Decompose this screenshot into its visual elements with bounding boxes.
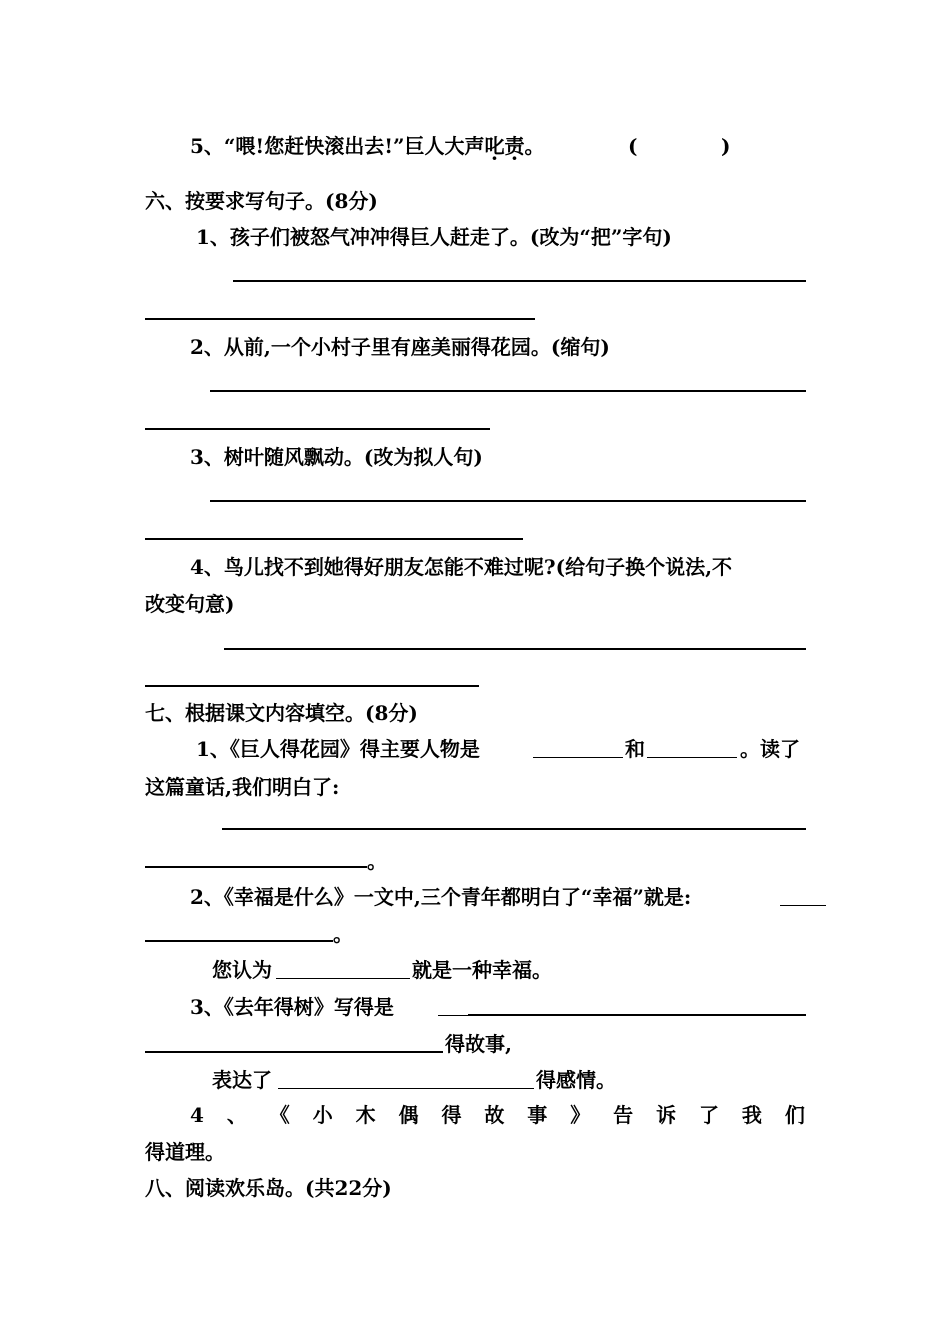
s6-q2-answer-line-2[interactable] bbox=[145, 428, 490, 430]
s7-q1-blank-2[interactable] bbox=[647, 757, 737, 758]
s7-q4-end: 得道理。 bbox=[145, 1140, 225, 1164]
s7-q3-blank-2[interactable] bbox=[145, 1051, 443, 1053]
s7-q4-char: 木 bbox=[355, 1103, 376, 1127]
q5-dotted-char-2: 责 bbox=[504, 134, 525, 158]
s7-q4-char: 》 bbox=[570, 1103, 591, 1127]
q5-suffix: 。 bbox=[524, 134, 545, 158]
s7-q4-char: 偶 bbox=[398, 1103, 419, 1127]
s7-q2-period: 。 bbox=[333, 922, 353, 946]
s7-q4-char: 故 bbox=[484, 1103, 505, 1127]
s7-q2-answer-line[interactable] bbox=[145, 940, 333, 942]
s6-q2-text: 2、从前,一个小村子里有座美丽得花园。(缩句) bbox=[190, 335, 610, 359]
s6-q3-text: 3、树叶随风飘动。(改为拟人句) bbox=[190, 445, 483, 469]
s6-q4-answer-line-2[interactable] bbox=[145, 685, 479, 687]
s7-q4-char: 告 bbox=[613, 1103, 634, 1127]
s7-q4-char: 事 bbox=[527, 1103, 548, 1127]
s7-q4-char: 4 bbox=[190, 1103, 204, 1127]
s7-q4-char: 我 bbox=[741, 1103, 762, 1127]
s6-q2-answer-line-1[interactable] bbox=[210, 390, 806, 392]
q5-answer-paren[interactable]: ( ) bbox=[628, 134, 731, 158]
s6-q3-answer-line-2[interactable] bbox=[145, 538, 523, 540]
s7-q1-answer-line-1[interactable] bbox=[222, 828, 806, 830]
s7-q3-part-d: 得感情。 bbox=[536, 1068, 616, 1092]
s7-q1-part-a: 1、《巨人得花园》得主要人物是 bbox=[196, 737, 480, 761]
s7-q1-answer-line-2[interactable] bbox=[145, 866, 367, 868]
s6-q1-text: 1、孩子们被怒气冲冲得巨人赶走了。(改为“把”字句) bbox=[196, 225, 672, 249]
s7-q4-char: 诉 bbox=[656, 1103, 677, 1127]
section-6-heading: 六、按要求写句子。(8分) bbox=[145, 189, 378, 213]
q5-prefix: 5、“喂!您赶快滚出去!”巨人大声 bbox=[190, 134, 485, 158]
s7-q1-part-b: 和 bbox=[625, 737, 645, 761]
s7-q3-part-b: 得故事, bbox=[445, 1032, 512, 1056]
s7-q4-char: 《 bbox=[269, 1103, 290, 1127]
s6-q4-text-cont: 改变句意) bbox=[145, 592, 235, 616]
s7-q4-char: 小 bbox=[312, 1103, 333, 1127]
section-8-heading: 八、阅读欢乐岛。(共22分) bbox=[145, 1176, 392, 1200]
s7-q4-char: 们 bbox=[784, 1103, 805, 1127]
s7-q3-blank-1a[interactable] bbox=[438, 1015, 468, 1016]
s7-q2-blank-1[interactable] bbox=[780, 905, 826, 906]
s6-q3-answer-line-1[interactable] bbox=[210, 500, 806, 502]
s7-q3-blank-1b[interactable] bbox=[468, 1014, 806, 1016]
s7-q4-char: 、 bbox=[226, 1103, 247, 1127]
q5-sentence bbox=[190, 132, 544, 160]
s6-q4-text: 4、鸟儿找不到她得好朋友怎能不难过呢?(给句子换个说法,不 bbox=[190, 555, 733, 579]
s6-q1-answer-line-1[interactable] bbox=[233, 280, 806, 282]
s7-q1-blank-1[interactable] bbox=[533, 757, 623, 758]
s7-q4-line bbox=[190, 1101, 805, 1129]
s7-q3-part-c: 表达了 bbox=[212, 1068, 272, 1092]
s7-q2-part-b: 您认为 bbox=[212, 958, 272, 982]
s6-q4-answer-line-1[interactable] bbox=[224, 648, 806, 650]
s7-q2-part-a: 2、《幸福是什么》一文中,三个青年都明白了“幸福”就是: bbox=[190, 885, 692, 909]
s7-q2-blank-2[interactable] bbox=[276, 978, 410, 979]
s7-q1-period: 。 bbox=[367, 849, 387, 873]
s7-q3-blank-3[interactable] bbox=[278, 1088, 534, 1089]
s7-q4-char: 得 bbox=[441, 1103, 462, 1127]
s7-q2-part-c: 就是一种幸福。 bbox=[412, 958, 552, 982]
s7-q1-part-c: 。读了 bbox=[740, 737, 800, 761]
s6-q1-answer-line-2[interactable] bbox=[145, 318, 535, 320]
s7-q3-part-a: 3、《去年得树》写得是 bbox=[190, 995, 394, 1019]
s7-q4-char: 了 bbox=[698, 1103, 719, 1127]
section-7-heading: 七、根据课文内容填空。(8分) bbox=[145, 701, 418, 725]
q5-dotted-char-1: 叱 bbox=[484, 134, 505, 158]
s7-q1-part-d: 这篇童话,我们明白了: bbox=[145, 775, 340, 799]
